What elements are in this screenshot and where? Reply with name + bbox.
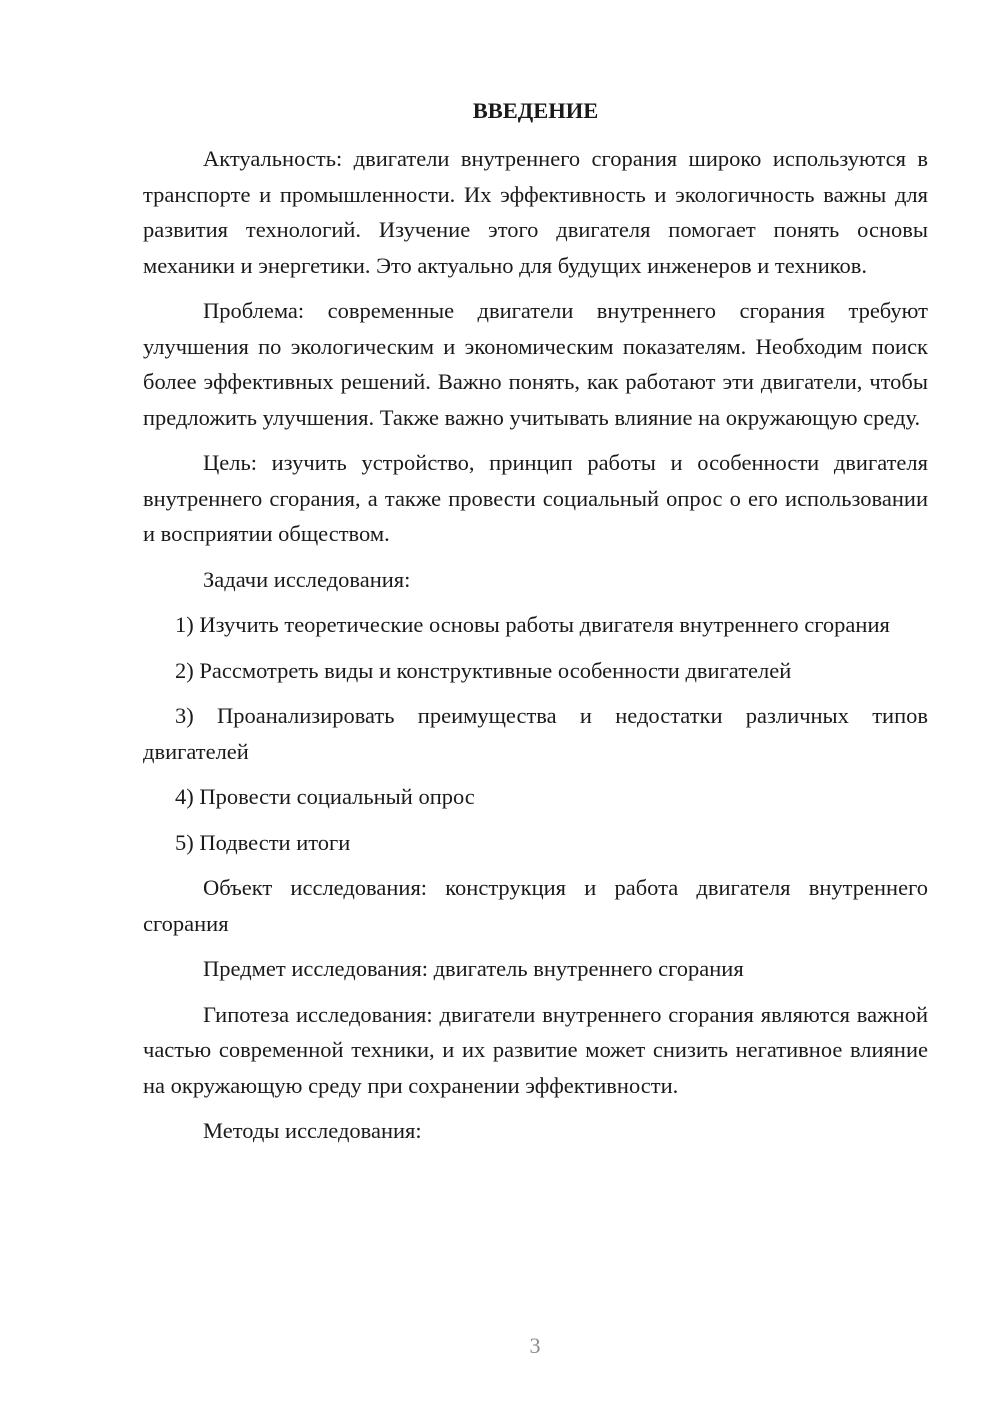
paragraph-problem: Проблема: современные двигатели внутреннего сгорания требуют улучшения по экологическим и экономическим показателям. Необходим поиск более эффективных решений. Важно понять, как работают эти двигатели, чтобы предложить улучшения. Также важно учитывать влияние на окружающую среду.	[143, 298, 928, 430]
paragraph-hypothesis: Гипотеза исследования: двигатели внутреннего сгорания являются важной частью современной техники, и их развитие может снизить негативное влияние на окружающую среду при сохранении эффективности.	[143, 1001, 928, 1098]
methods-heading: Методы исследования:	[203, 1118, 422, 1143]
page-title: ВВЕДЕНИЕ	[472, 98, 599, 123]
task-item-5: 5) Подвести итоги	[175, 829, 351, 855]
task-item-3: 3) Проанализировать преимущества и недостатки различных типов двигателей	[143, 703, 928, 764]
paragraph-relevance: Актуальность: двигатели внутреннего сгорания широко используются в транспорте и промышленности. Их эффективность и экологичность важны для развития технологий. Изучение этого двигателя помогает понять основы механики и энергетики. Это актуально для будущих инженеров и техников.	[143, 146, 928, 278]
task-item-4: 4) Провести социальный опрос	[175, 784, 475, 809]
paragraph-subject: Предмет исследования: двигатель внутреннего сгорания	[203, 956, 744, 981]
document-body	[143, 141, 928, 1159]
task-item-1: 1) Изучить теоретические основы работы двигателя внутреннего сгорания	[175, 612, 890, 637]
paragraph-goal: Цель: изучить устройство, принцип работы и особенности двигателя внутреннего сгорания, а также провести социальный опрос о его использовании и восприятии обществом.	[143, 450, 928, 546]
paragraph-object: Объект исследования: конструкция и работа двигателя внутреннего сгорания	[143, 875, 928, 936]
tasks-heading: Задачи исследования:	[203, 566, 411, 592]
task-item-2: 2) Рассмотреть виды и конструктивные особенности двигателей	[175, 657, 792, 683]
page-number: 3	[529, 1333, 541, 1358]
